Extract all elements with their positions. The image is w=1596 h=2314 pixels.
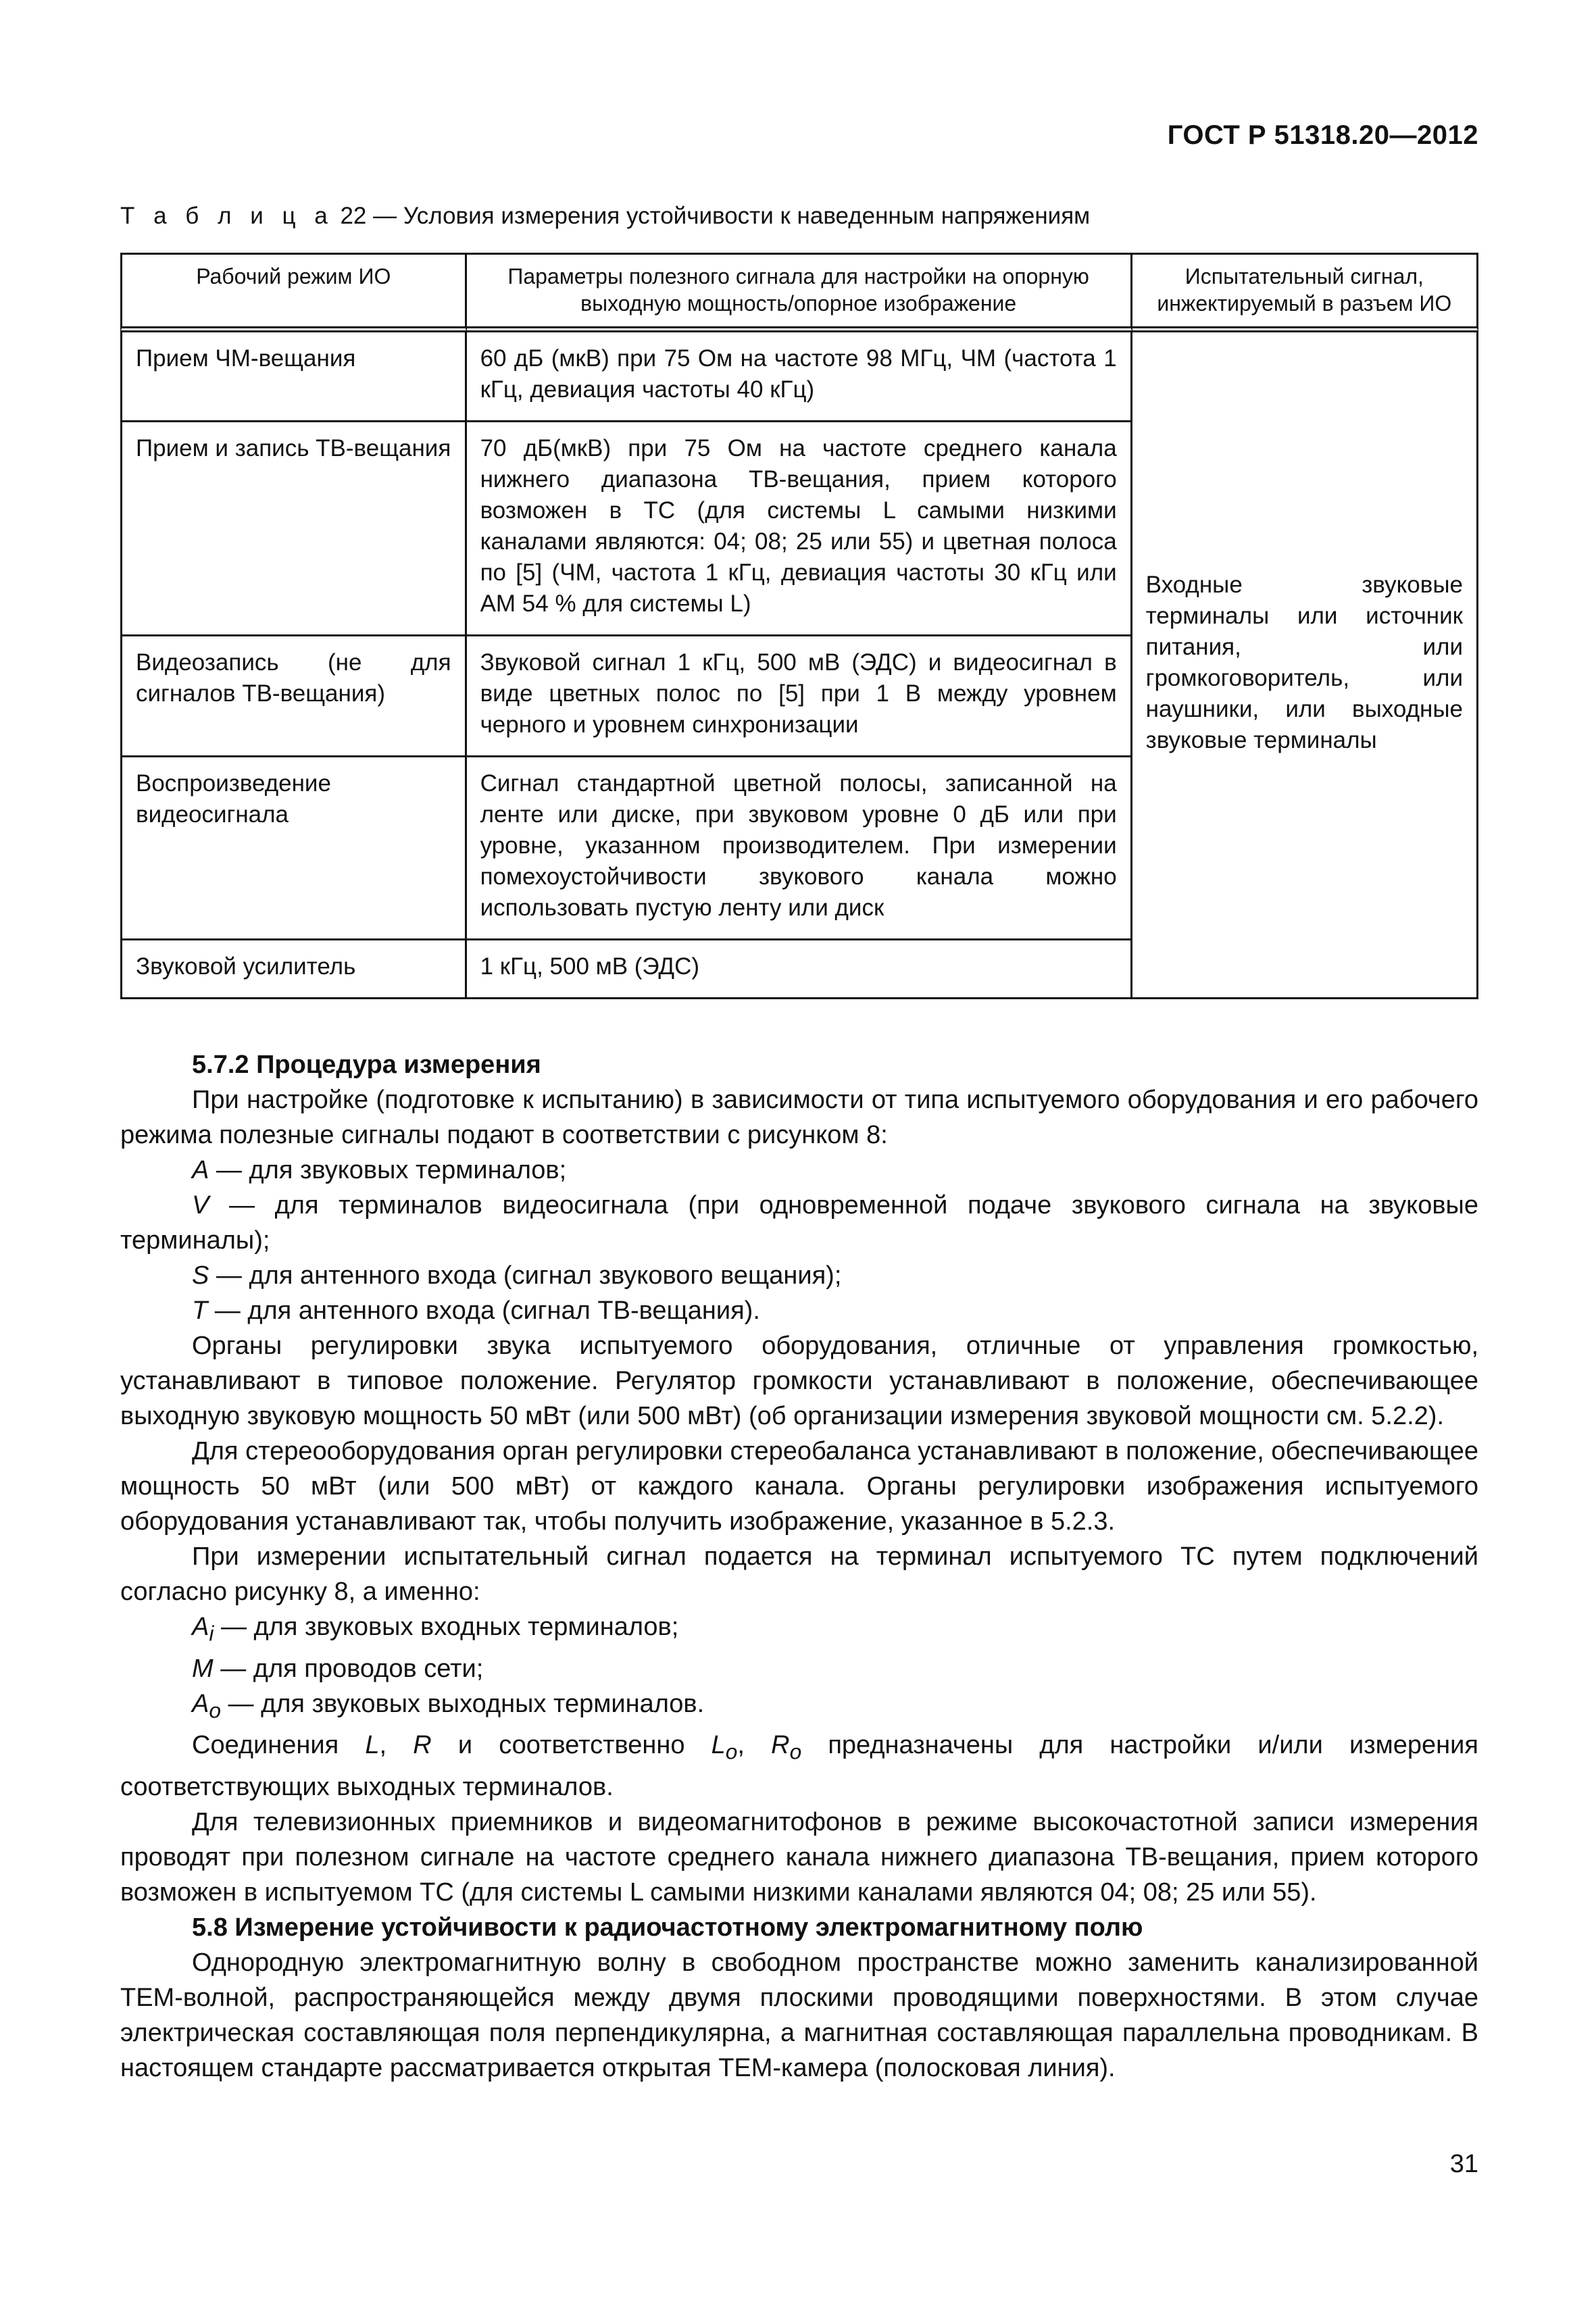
list-item-text: — для антенного входа (сигнал звукового вещания); xyxy=(209,1261,842,1290)
table-caption-text: — Условия измерения устойчивости к наведенным напряжениям xyxy=(373,203,1091,229)
test-signal-cell: Входные звуковые терминалы или источник питания, или громкоговоритель, или наушники, или выходные звуковые терминалы xyxy=(1132,332,1478,999)
header-operating-mode: Рабочий режим ИО xyxy=(120,253,467,332)
paragraph-stereo: Для стереооборудования орган регулировки стереобаланса устанавливают в положение, обеспечивающее мощность 50 мВт (или 500 мВт) от каждого канала. Органы регулировки изображения испытуемого оборудования устанавливают так, чтобы получить изображение, указанное в 5.2.3. xyxy=(120,1437,1478,1536)
symbol-v: V xyxy=(192,1191,209,1219)
symbol-m: M xyxy=(192,1654,214,1683)
row-params: Сигнал стандартной цветной полосы, записанной на ленте или диске, при звуковом уровне 0 дБ или при уровне, указанном производителем. При измерении помехоустойчивости звукового канала можно использовать пустую ленту или диск xyxy=(467,757,1132,940)
paragraph-tv: Для телевизионных приемников и видеомагнитофонов в режиме высокочастотной записи измерения проводят при полезном сигнале на частоте среднего канала нижнего диапазона ТВ-вещания, прием которого возможен в испытуемом ТС (для системы L самыми низкими каналами являются 04; 08; 25 или 55). xyxy=(120,1807,1478,1907)
list-item xyxy=(120,1293,1478,1328)
list-item xyxy=(120,1258,1478,1293)
row-mode: Воспроизведение видеосигнала xyxy=(120,757,467,940)
row-params: 60 дБ (мкВ) при 75 Ом на частоте 98 МГц, ЧМ (частота 1 кГц, девиация частоты 40 кГц) xyxy=(467,332,1132,422)
list-item xyxy=(120,1686,1478,1728)
section-572-intro: При настройке (подготовке к испытанию) в зависимости от типа испытуемого оборудования и его рабочего режима полезные сигналы подают в соответствии с рисунком 8: xyxy=(120,1086,1478,1149)
standard-code: ГОСТ Р 51318.20—2012 xyxy=(1167,120,1478,150)
list-item xyxy=(120,1651,1478,1686)
list-item xyxy=(120,1609,1478,1651)
symbol-ao: $A_o$ xyxy=(192,1689,221,1723)
row-mode: Звуковой усилитель xyxy=(120,940,467,999)
list-item-text: — для звуковых выходных терминалов. xyxy=(220,1689,705,1718)
list-item xyxy=(120,1188,1478,1258)
row-mode: Видеозапись (не для сигналов ТВ-вещания) xyxy=(120,636,467,757)
row-params: 70 дБ(мкВ) при 75 Ом на частоте среднего канала нижнего диапазона ТВ-вещания, прием которого возможен в ТС (для системы L самыми низкими каналами являются: 04; 08; 25 или 55) и цветная полоса по [5] (ЧМ, частота 1 кГц, девиация частоты 30 кГц или АМ 54 % для системы L) xyxy=(467,422,1132,636)
table-caption-label: Т а б л и ц а xyxy=(120,203,334,229)
list-item-text: — для антенного входа (сигнал ТВ-вещания). xyxy=(207,1297,760,1325)
header-test-signal: Испытательный сигнал, инжектируемый в разъем ИО xyxy=(1132,253,1478,332)
section-58-paragraph: Однородную электромагнитную волну в свободном пространстве можно заменить канализированной ТЕМ-волной, распространяющейся между двумя плоскими проводящими поверхностями. В этом случае электрическая составляющая поля перпендикулярна, а магнитная составляющая параллельна проводникам. В настоящем стандарте рассматривается открытая ТЕМ-камера (полосковая линия). xyxy=(120,1948,1478,2082)
list-item-text: — для проводов сети; xyxy=(213,1654,484,1683)
table-header-row xyxy=(120,253,1478,332)
list-item-text: — для звуковых терминалов; xyxy=(209,1156,567,1184)
row-mode: Прием и запись ТВ-вещания xyxy=(120,422,467,636)
page-number: 31 xyxy=(1449,2150,1478,2178)
row-mode: Прием ЧМ-вещания xyxy=(120,332,467,422)
symbol-ai: $A_i$ xyxy=(192,1613,214,1646)
paragraph-controls: Органы регулировки звука испытуемого оборудования, отличные от управления громкостью, устанавливают в типовое положение. Регулятор громкости устанавливают в положение, обеспечивающее выходную звуковую мощность 50 мВт (или 500 мВт) (об организации измерения звуковой мощности см. 5.2.2). xyxy=(120,1332,1478,1430)
conditions-table xyxy=(120,253,1478,999)
paragraph-connections: Соединения L, R и соответственно $L_o$, $R_o$ предназначены для настройки и/или измерения соответствующих выходных терминалов. xyxy=(120,1731,1478,1801)
symbol-a: A xyxy=(192,1156,209,1184)
list-item-text: — для терминалов видеосигнала (при одновременной подаче звукового сигнала на звуковые терминалы); xyxy=(120,1191,1478,1255)
list-item xyxy=(120,1153,1478,1188)
paragraph-measure: При измерении испытательный сигнал подается на терминал испытуемого ТС путем подключений согласно рисунку 8, а именно: xyxy=(120,1542,1478,1606)
symbol-s: S xyxy=(192,1261,209,1290)
row-params: Звуковой сигнал 1 кГц, 500 мВ (ЭДС) и видеосигнал в виде цветных полос по [5] при 1 В между уровнем черного и уровнем синхронизации xyxy=(467,636,1132,757)
section-572-heading: 5.7.2 Процедура измерения xyxy=(192,1051,541,1079)
table-caption xyxy=(120,203,1090,230)
section-58-heading: 5.8 Измерение устойчивости к радиочастотному электромагнитному полю xyxy=(192,1913,1143,1942)
body-text xyxy=(120,1047,1478,2086)
table-row xyxy=(120,332,1478,422)
symbol-t: T xyxy=(192,1297,208,1325)
list-item-text: — для звуковых входных терминалов; xyxy=(214,1613,679,1641)
table-caption-number: 22 xyxy=(340,203,367,229)
header-useful-signal-params: Параметры полезного сигнала для настройки на опорную выходную мощность/опорное изображение xyxy=(467,253,1132,332)
row-params: 1 кГц, 500 мВ (ЭДС) xyxy=(467,940,1132,999)
